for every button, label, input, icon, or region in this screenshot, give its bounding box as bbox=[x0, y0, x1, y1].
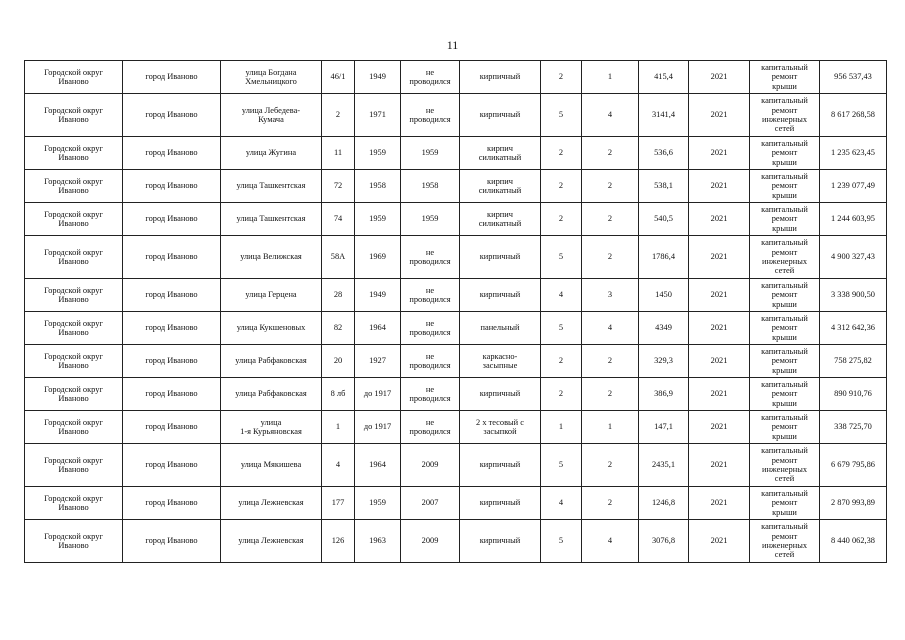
house-cell: 177 bbox=[322, 487, 355, 520]
floors-cell: 2 bbox=[541, 170, 582, 203]
floors-cell: 2 bbox=[541, 137, 582, 170]
table-row bbox=[25, 203, 887, 236]
last-repair-cell: 1958 bbox=[401, 170, 460, 203]
district-cell: Городской округ Иваново bbox=[25, 61, 123, 94]
street-cell: улица Богдана Хмельницкого bbox=[221, 61, 322, 94]
entrances-cell: 4 bbox=[582, 520, 639, 563]
house-cell: 11 bbox=[322, 137, 355, 170]
year-built-cell: 1963 bbox=[355, 520, 401, 563]
year-built-cell: 1949 bbox=[355, 61, 401, 94]
table-row bbox=[25, 279, 887, 312]
last-repair-cell: не проводился bbox=[401, 279, 460, 312]
plan-year-cell: 2021 bbox=[689, 444, 750, 487]
year-built-cell: 1949 bbox=[355, 279, 401, 312]
wall-material-cell: кирпичный bbox=[460, 378, 541, 411]
city-cell: город Иваново bbox=[123, 61, 221, 94]
last-repair-cell: 2009 bbox=[401, 444, 460, 487]
plan-year-cell: 2021 bbox=[689, 203, 750, 236]
cost-cell: 4 900 327,43 bbox=[820, 236, 887, 279]
year-built-cell: 1964 bbox=[355, 444, 401, 487]
house-cell: 72 bbox=[322, 170, 355, 203]
work-type-cell: капитальный ремонт крыши bbox=[750, 411, 820, 444]
floors-cell: 4 bbox=[541, 487, 582, 520]
last-repair-cell: не проводился bbox=[401, 345, 460, 378]
plan-year-cell: 2021 bbox=[689, 378, 750, 411]
district-cell: Городской округ Иваново bbox=[25, 378, 123, 411]
area-cell: 3141,4 bbox=[639, 94, 689, 137]
city-cell: город Иваново bbox=[123, 520, 221, 563]
cost-cell: 6 679 795,86 bbox=[820, 444, 887, 487]
house-cell: 4 bbox=[322, 444, 355, 487]
last-repair-cell: 2007 bbox=[401, 487, 460, 520]
city-cell: город Иваново bbox=[123, 137, 221, 170]
floors-cell: 4 bbox=[541, 279, 582, 312]
plan-year-cell: 2021 bbox=[689, 487, 750, 520]
city-cell: город Иваново bbox=[123, 345, 221, 378]
district-cell: Городской округ Иваново bbox=[25, 487, 123, 520]
district-cell: Городской округ Иваново bbox=[25, 236, 123, 279]
street-cell: улица Велижская bbox=[221, 236, 322, 279]
entrances-cell: 4 bbox=[582, 312, 639, 345]
street-cell: улица Кукшеновых bbox=[221, 312, 322, 345]
table-row bbox=[25, 61, 887, 94]
area-cell: 415,4 bbox=[639, 61, 689, 94]
entrances-cell: 2 bbox=[582, 345, 639, 378]
year-built-cell: 1971 bbox=[355, 94, 401, 137]
house-cell: 58А bbox=[322, 236, 355, 279]
wall-material-cell: каркасно- засыпные bbox=[460, 345, 541, 378]
entrances-cell: 2 bbox=[582, 137, 639, 170]
street-cell: улица Герцена bbox=[221, 279, 322, 312]
area-cell: 536,6 bbox=[639, 137, 689, 170]
entrances-cell: 2 bbox=[582, 203, 639, 236]
plan-year-cell: 2021 bbox=[689, 312, 750, 345]
work-type-cell: капитальный ремонт крыши bbox=[750, 345, 820, 378]
cost-cell: 1 239 077,49 bbox=[820, 170, 887, 203]
city-cell: город Иваново bbox=[123, 487, 221, 520]
area-cell: 329,3 bbox=[639, 345, 689, 378]
entrances-cell: 3 bbox=[582, 279, 639, 312]
last-repair-cell: не проводился bbox=[401, 61, 460, 94]
house-cell: 126 bbox=[322, 520, 355, 563]
plan-year-cell: 2021 bbox=[689, 520, 750, 563]
floors-cell: 2 bbox=[541, 378, 582, 411]
city-cell: город Иваново bbox=[123, 378, 221, 411]
district-cell: Городской округ Иваново bbox=[25, 312, 123, 345]
plan-year-cell: 2021 bbox=[689, 94, 750, 137]
house-cell: 82 bbox=[322, 312, 355, 345]
entrances-cell: 2 bbox=[582, 487, 639, 520]
cost-cell: 8 440 062,38 bbox=[820, 520, 887, 563]
work-type-cell: капитальный ремонт крыши bbox=[750, 279, 820, 312]
floors-cell: 5 bbox=[541, 520, 582, 563]
work-type-cell: капитальный ремонт крыши bbox=[750, 378, 820, 411]
year-built-cell: 1958 bbox=[355, 170, 401, 203]
floors-cell: 2 bbox=[541, 61, 582, 94]
table-row bbox=[25, 312, 887, 345]
cost-cell: 2 870 993,89 bbox=[820, 487, 887, 520]
cost-cell: 338 725,70 bbox=[820, 411, 887, 444]
area-cell: 386,9 bbox=[639, 378, 689, 411]
street-cell: улица Мякишева bbox=[221, 444, 322, 487]
house-cell: 8 лб bbox=[322, 378, 355, 411]
district-cell: Городской округ Иваново bbox=[25, 170, 123, 203]
district-cell: Городской округ Иваново bbox=[25, 411, 123, 444]
house-cell: 28 bbox=[322, 279, 355, 312]
district-cell: Городской округ Иваново bbox=[25, 203, 123, 236]
city-cell: город Иваново bbox=[123, 279, 221, 312]
wall-material-cell: кирпичный bbox=[460, 279, 541, 312]
wall-material-cell: кирпичный bbox=[460, 520, 541, 563]
plan-year-cell: 2021 bbox=[689, 279, 750, 312]
cost-cell: 4 312 642,36 bbox=[820, 312, 887, 345]
table-row bbox=[25, 137, 887, 170]
work-type-cell: капитальный ремонт крыши bbox=[750, 312, 820, 345]
area-cell: 3076,8 bbox=[639, 520, 689, 563]
area-cell: 147,1 bbox=[639, 411, 689, 444]
floors-cell: 5 bbox=[541, 312, 582, 345]
entrances-cell: 2 bbox=[582, 170, 639, 203]
cost-cell: 3 338 900,50 bbox=[820, 279, 887, 312]
plan-year-cell: 2021 bbox=[689, 411, 750, 444]
floors-cell: 1 bbox=[541, 411, 582, 444]
cost-cell: 1 244 603,95 bbox=[820, 203, 887, 236]
table-row bbox=[25, 236, 887, 279]
table-row bbox=[25, 378, 887, 411]
wall-material-cell: панельный bbox=[460, 312, 541, 345]
repair-registry-table bbox=[24, 60, 887, 563]
wall-material-cell: 2 х тесовый с засыпкой bbox=[460, 411, 541, 444]
street-cell: улица Ташкентская bbox=[221, 203, 322, 236]
floors-cell: 2 bbox=[541, 345, 582, 378]
street-cell: улица Лебедева- Кумача bbox=[221, 94, 322, 137]
last-repair-cell: 1959 bbox=[401, 203, 460, 236]
last-repair-cell: не проводился bbox=[401, 411, 460, 444]
last-repair-cell: 1959 bbox=[401, 137, 460, 170]
district-cell: Городской округ Иваново bbox=[25, 520, 123, 563]
city-cell: город Иваново bbox=[123, 312, 221, 345]
city-cell: город Иваново bbox=[123, 236, 221, 279]
table-row bbox=[25, 444, 887, 487]
street-cell: улица Рабфаковская bbox=[221, 378, 322, 411]
district-cell: Городской округ Иваново bbox=[25, 279, 123, 312]
area-cell: 1450 bbox=[639, 279, 689, 312]
district-cell: Городской округ Иваново bbox=[25, 444, 123, 487]
work-type-cell: капитальный ремонт инженерных сетей bbox=[750, 444, 820, 487]
house-cell: 74 bbox=[322, 203, 355, 236]
year-built-cell: 1969 bbox=[355, 236, 401, 279]
street-cell: улица Лежневская bbox=[221, 487, 322, 520]
year-built-cell: 1927 bbox=[355, 345, 401, 378]
floors-cell: 5 bbox=[541, 444, 582, 487]
house-cell: 1 bbox=[322, 411, 355, 444]
street-cell: улица 1-я Курьяновская bbox=[221, 411, 322, 444]
district-cell: Городской округ Иваново bbox=[25, 345, 123, 378]
work-type-cell: капитальный ремонт крыши bbox=[750, 61, 820, 94]
area-cell: 540,5 bbox=[639, 203, 689, 236]
year-built-cell: 1964 bbox=[355, 312, 401, 345]
entrances-cell: 1 bbox=[582, 411, 639, 444]
cost-cell: 890 910,76 bbox=[820, 378, 887, 411]
city-cell: город Иваново bbox=[123, 203, 221, 236]
table-row bbox=[25, 170, 887, 203]
year-built-cell: 1959 bbox=[355, 137, 401, 170]
plan-year-cell: 2021 bbox=[689, 61, 750, 94]
area-cell: 1786,4 bbox=[639, 236, 689, 279]
street-cell: улица Жугина bbox=[221, 137, 322, 170]
entrances-cell: 2 bbox=[582, 378, 639, 411]
wall-material-cell: кирпичный bbox=[460, 236, 541, 279]
district-cell: Городской округ Иваново bbox=[25, 94, 123, 137]
table-row bbox=[25, 487, 887, 520]
city-cell: город Иваново bbox=[123, 170, 221, 203]
wall-material-cell: кирпичный bbox=[460, 61, 541, 94]
entrances-cell: 4 bbox=[582, 94, 639, 137]
work-type-cell: капитальный ремонт инженерных сетей bbox=[750, 94, 820, 137]
floors-cell: 5 bbox=[541, 236, 582, 279]
wall-material-cell: кирпичный bbox=[460, 487, 541, 520]
city-cell: город Иваново bbox=[123, 444, 221, 487]
last-repair-cell: не проводился bbox=[401, 236, 460, 279]
house-cell: 2 bbox=[322, 94, 355, 137]
house-cell: 20 bbox=[322, 345, 355, 378]
last-repair-cell: 2009 bbox=[401, 520, 460, 563]
work-type-cell: капитальный ремонт инженерных сетей bbox=[750, 520, 820, 563]
plan-year-cell: 2021 bbox=[689, 170, 750, 203]
year-built-cell: 1959 bbox=[355, 487, 401, 520]
table-row bbox=[25, 345, 887, 378]
last-repair-cell: не проводился bbox=[401, 312, 460, 345]
last-repair-cell: не проводился bbox=[401, 94, 460, 137]
area-cell: 2435,1 bbox=[639, 444, 689, 487]
area-cell: 538,1 bbox=[639, 170, 689, 203]
work-type-cell: капитальный ремонт крыши bbox=[750, 203, 820, 236]
street-cell: улица Рабфаковская bbox=[221, 345, 322, 378]
area-cell: 4349 bbox=[639, 312, 689, 345]
table-row bbox=[25, 94, 887, 137]
city-cell: город Иваново bbox=[123, 411, 221, 444]
wall-material-cell: кирпич силикатный bbox=[460, 137, 541, 170]
table-body bbox=[25, 61, 887, 563]
entrances-cell: 2 bbox=[582, 236, 639, 279]
work-type-cell: капитальный ремонт крыши bbox=[750, 170, 820, 203]
wall-material-cell: кирпичный bbox=[460, 94, 541, 137]
cost-cell: 1 235 623,45 bbox=[820, 137, 887, 170]
plan-year-cell: 2021 bbox=[689, 345, 750, 378]
area-cell: 1246,8 bbox=[639, 487, 689, 520]
work-type-cell: капитальный ремонт крыши bbox=[750, 137, 820, 170]
table-row bbox=[25, 411, 887, 444]
cost-cell: 956 537,43 bbox=[820, 61, 887, 94]
city-cell: город Иваново bbox=[123, 94, 221, 137]
street-cell: улица Лежневская bbox=[221, 520, 322, 563]
year-built-cell: 1959 bbox=[355, 203, 401, 236]
cost-cell: 8 617 268,58 bbox=[820, 94, 887, 137]
district-cell: Городской округ Иваново bbox=[25, 137, 123, 170]
work-type-cell: капитальный ремонт инженерных сетей bbox=[750, 236, 820, 279]
year-built-cell: до 1917 bbox=[355, 378, 401, 411]
floors-cell: 2 bbox=[541, 203, 582, 236]
house-cell: 46/1 bbox=[322, 61, 355, 94]
wall-material-cell: кирпичный bbox=[460, 444, 541, 487]
page-number: 11 bbox=[446, 38, 459, 52]
year-built-cell: до 1917 bbox=[355, 411, 401, 444]
wall-material-cell: кирпич силикатный bbox=[460, 170, 541, 203]
entrances-cell: 1 bbox=[582, 61, 639, 94]
plan-year-cell: 2021 bbox=[689, 137, 750, 170]
table-row bbox=[25, 520, 887, 563]
plan-year-cell: 2021 bbox=[689, 236, 750, 279]
street-cell: улица Ташкентская bbox=[221, 170, 322, 203]
floors-cell: 5 bbox=[541, 94, 582, 137]
work-type-cell: капитальный ремонт крыши bbox=[750, 487, 820, 520]
entrances-cell: 2 bbox=[582, 444, 639, 487]
cost-cell: 758 275,82 bbox=[820, 345, 887, 378]
last-repair-cell: не проводился bbox=[401, 378, 460, 411]
wall-material-cell: кирпич силикатный bbox=[460, 203, 541, 236]
